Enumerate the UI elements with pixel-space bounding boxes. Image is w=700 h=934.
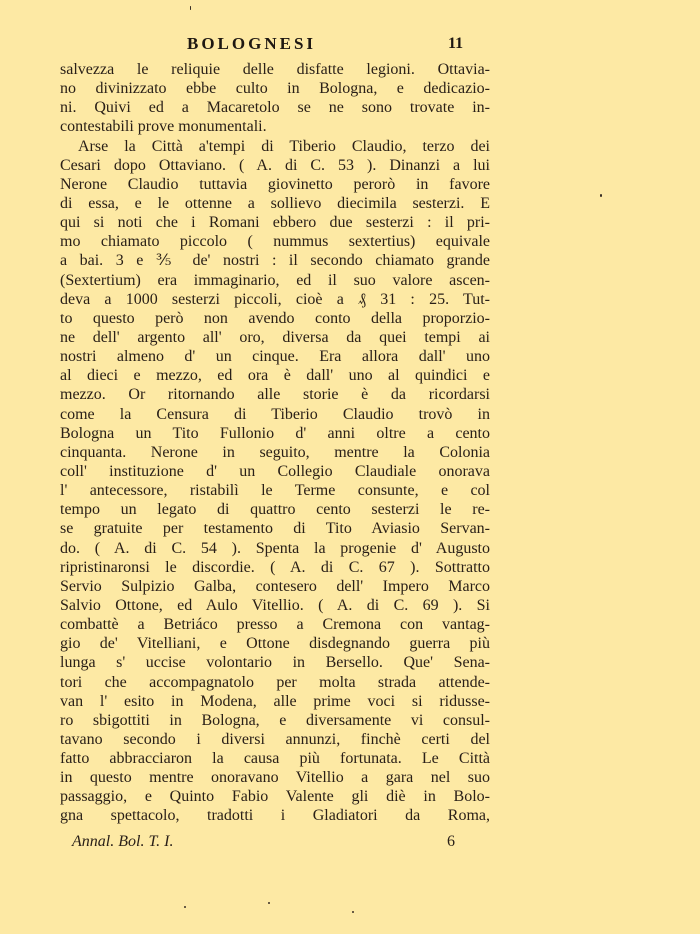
ink-speck — [352, 911, 354, 913]
text-line: l' antecessore, ristabilì le Terme consunte, e col — [60, 482, 490, 500]
text-line: tori che accompagnatolo per molta strada attende- — [60, 673, 490, 691]
text-line: ro sbigottiti in Bologna, e diversamente vi consul- — [60, 711, 490, 729]
text-line: tavano secondo i diversi annunzi, finchè certi del — [60, 730, 490, 748]
ink-speck — [190, 6, 191, 10]
text-line: contestabili prove monumentali. — [60, 118, 267, 136]
ink-speck — [600, 194, 602, 197]
signature-mark: Annal. Bol. T. I. — [72, 833, 174, 850]
text-line: Nerone Claudio tuttavia giovinetto perorò in favore — [60, 175, 490, 193]
body-text — [60, 60, 490, 826]
text-line: (Sextertium) era immaginario, ed il suo valore ascen- — [60, 271, 490, 289]
text-line: se gratuite per testamento di Tito Aviasio Servan- — [60, 520, 490, 538]
text-line: lunga s' uccise volontario in Bersello. Que' Sena- — [60, 654, 490, 672]
text-line: mezzo. Or ritornando alle storie è da ricordarsi — [60, 386, 490, 404]
text-line: Salvio Ottone, ed Aulo Vitellio. ( A. di C. 69 ). Si — [60, 596, 490, 614]
page-number: 11 — [448, 35, 464, 52]
paragraph-first-line: Arse la Città a'tempi di Tiberio Claudio, terzo dei — [78, 137, 490, 155]
text-line: in questo mentre onoravano Vitellio a gara nel suo — [60, 769, 490, 787]
text-line: nostri almeno d' un cinque. Era allora dall' uno — [60, 348, 490, 366]
text-line: cinquanta. Nerone in seguito, mentre la Colonia — [60, 443, 490, 461]
running-title: BOLOGNESI — [187, 34, 317, 53]
text-line: Bologna un Tito Fullonio d' anni oltre a cento — [60, 424, 490, 442]
text-line: van l' esito in Modena, alle prime voci si ridusse- — [60, 692, 490, 710]
ink-speck — [184, 906, 186, 908]
text-line: come la Censura di Tiberio Claudio trovò in — [60, 405, 490, 423]
text-line: gna spettacolo, tradotti i Gladiatori da Roma, — [60, 807, 490, 825]
text-line: deva a 1000 sesterzi piccoli, cioè a ₰ 31 : 25. Tut- — [60, 290, 490, 308]
signature-number: 6 — [447, 833, 455, 850]
text-line: ne dell' argento all' oro, diversa da quei tempi ai — [60, 328, 490, 346]
text-line: qui si noti che i Romani ebbero due sesterzi : il pri- — [60, 214, 490, 232]
text-line: do. ( A. di C. 54 ). Spenta la progenie d' Augusto — [60, 539, 490, 557]
text-line: mo chiamato piccolo ( nummus sextertius) equivale — [60, 233, 490, 251]
text-line: tempo un legato di quattro cento sesterzi le re- — [60, 501, 490, 519]
text-line: Servio Sulpizio Galba, contesero dell' Impero Marco — [60, 577, 490, 595]
text-line: Cesari dopo Ottaviano. ( A. di C. 53 ). Dinanzi a lui — [60, 156, 490, 174]
running-head — [60, 34, 490, 58]
text-line: a bai. 3 e ⅗ de' nostri : il secondo chiamato grande — [60, 252, 490, 270]
text-line: ripristinaronsi le discordie. ( A. di C. 67 ). Sottratto — [60, 558, 490, 576]
text-line: to questo però non avendo conto della proporzio- — [60, 309, 490, 327]
text-line: al dieci e mezzo, ed ora è dall' uno al quindici e — [60, 367, 490, 385]
text-line: salvezza le reliquie delle disfatte legioni. Ottavia- — [60, 61, 490, 78]
text-line: gio de' Vitelliani, e Ottone disdegnando guerra più — [60, 635, 490, 653]
text-line: coll' instituzione d' un Collegio Claudiale onorava — [60, 462, 490, 480]
text-line: ni. Quivi ed a Macaretolo se ne sono trovate in- — [60, 99, 490, 117]
ink-speck — [268, 902, 270, 904]
text-line: di essa, e le ottenne a sollievo diecimila sesterzi. E — [60, 194, 490, 212]
text-line: fatto abbracciaron la causa più fortunata. Le Città — [60, 750, 490, 768]
text-line: combattè a Betriáco presso a Cremona con vantag- — [60, 616, 490, 634]
text-line: no divinizzato ebbe culto in Bologna, e dedicazio- — [60, 80, 490, 98]
page-footer — [60, 833, 490, 857]
text-line: passaggio, e Quinto Fabio Valente gli diè in Bolo- — [60, 788, 490, 806]
